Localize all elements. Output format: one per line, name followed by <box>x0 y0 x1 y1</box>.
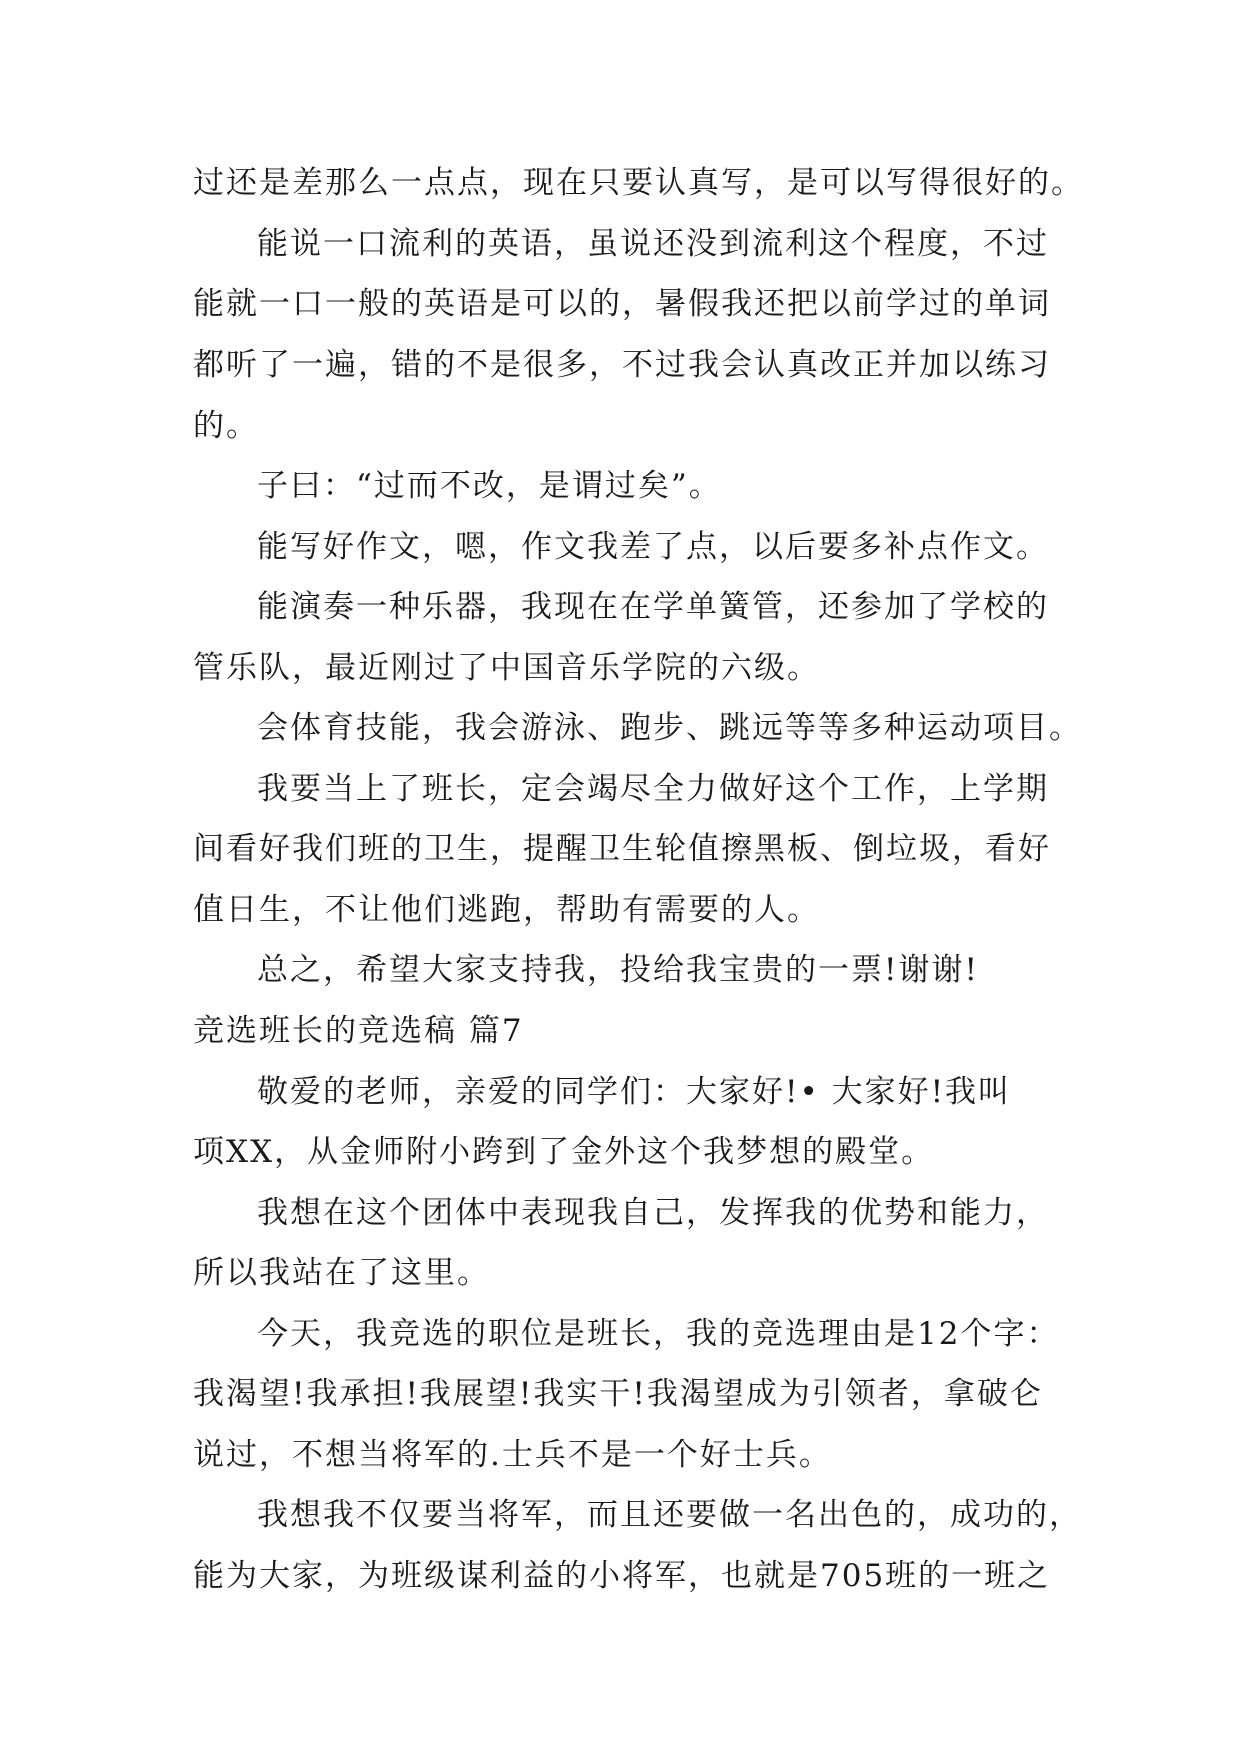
text-line: 会体育技能，我会游泳、跑步、跳远等等多种运动项目。 <box>257 710 1082 746</box>
text-line: 管乐队，最近刚过了中国音乐学院的六级。 <box>193 650 820 686</box>
text-line: 今天，我竞选的职位是班长，我的竞选理由是12个字： <box>257 1316 1060 1352</box>
section-heading: 竞选班长的竞选稿 篇7 <box>193 1013 524 1049</box>
text-line: 我想我不仅要当将军，而且还要做一名出色的，成功的， <box>257 1497 1082 1533</box>
text-line: 我要当上了班长，定会竭尽全力做好这个工作，上学期 <box>257 771 1049 807</box>
text-line: 的。 <box>193 408 259 444</box>
text-line: 能演奏一种乐器，我现在在学单簧管，还参加了学校的 <box>257 589 1049 625</box>
text-line: 总之，希望大家支持我，投给我宝贵的一票!谢谢! <box>257 952 979 988</box>
text-line: 能就一口一般的英语是可以的，暑假我还把以前学过的单词 <box>193 286 1051 322</box>
text-line: 值日生，不让他们逃跑，帮助有需要的人。 <box>193 892 820 928</box>
text-line: 能为大家，为班级谋利益的小将军，也就是705班的一班之 <box>193 1558 1051 1594</box>
text-line: 过还是差那么一点点，现在只要认真写，是可以写得很好的。 <box>193 165 1084 201</box>
text-line: 所以我站在了这里。 <box>193 1255 490 1291</box>
text-line: 子曰：“过而不改，是谓过矣”。 <box>257 468 722 504</box>
text-line: 能说一口流利的英语，虽说还没到流利这个程度，不过 <box>257 226 1049 262</box>
text-line: 项XX，从金师附小跨到了金外这个我梦想的殿堂。 <box>193 1134 935 1170</box>
text-line: 能写好作文，嗯，作文我差了点，以后要多补点作文。 <box>257 529 1049 565</box>
text-line: 说过，不想当将军的.士兵不是一个好士兵。 <box>193 1437 832 1473</box>
text-line: 敬爱的老师，亲爱的同学们：大家好!• 大家好!我叫 <box>257 1074 1012 1110</box>
text-line: 我渴望!我承担!我展望!我实干!我渴望成为引领者，拿破仑 <box>193 1376 1043 1412</box>
text-line: 都听了一遍，错的不是很多，不过我会认真改正并加以练习 <box>193 347 1051 383</box>
text-line: 我想在这个团体中表现我自己，发挥我的优势和能力， <box>257 1195 1049 1231</box>
text-line: 间看好我们班的卫生，提醒卫生轮值擦黑板、倒垃圾，看好 <box>193 831 1051 867</box>
